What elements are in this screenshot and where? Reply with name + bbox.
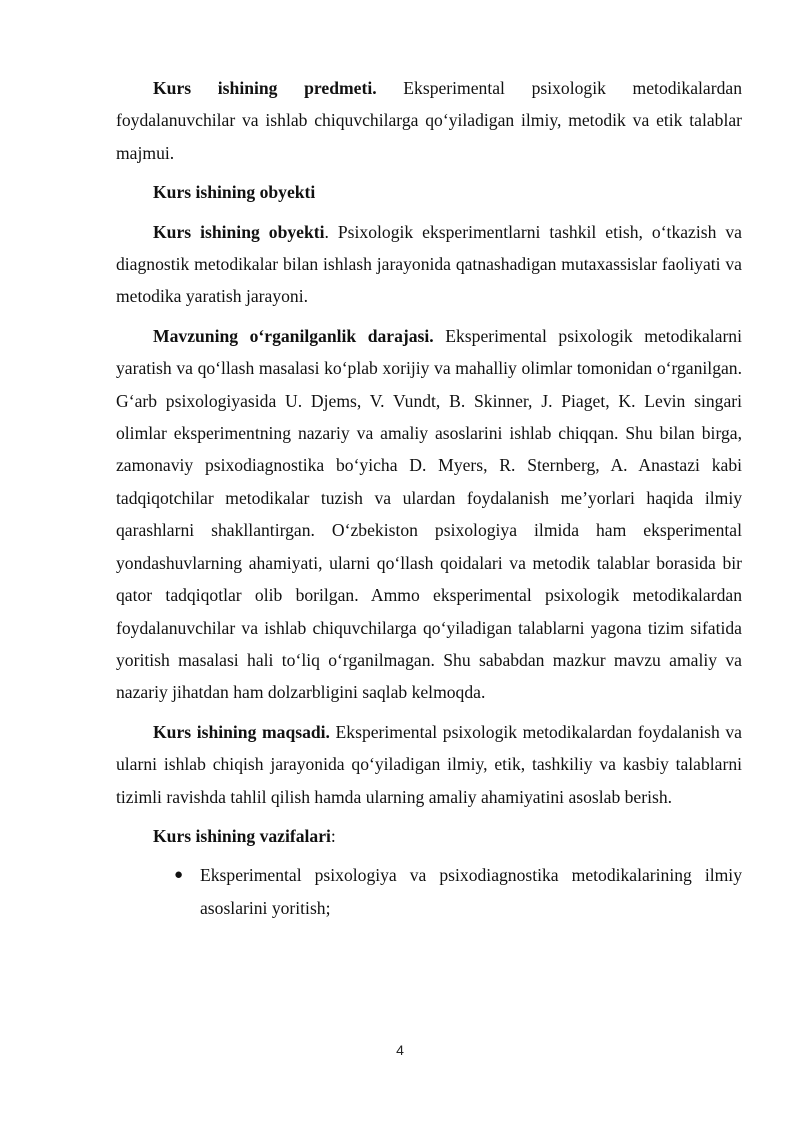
page-number: 4 <box>396 1042 404 1058</box>
bullet-icon: ● <box>174 867 184 884</box>
list-item <box>116 859 742 924</box>
goal-title: Kurs ishining maqsadi. <box>153 721 330 742</box>
object-text: . Psixologik eksperimentlarni tashkil etish, o‘tkazish va diagnostik metodikalar bilan ishlash jarayonida qatnashadigan mutaxassislar faoliyati va metodika yaratish jarayoni. <box>116 221 742 307</box>
object-heading: Kurs ishining obyekti <box>153 182 316 203</box>
subject-paragraph <box>116 72 742 169</box>
goal-text: Eksperimental psixologik metodikalardan foydalanish va ularni ishlab chiqish jarayonida qo‘yiladigan ilmiy, etik, tashkiliy va kasbiy talablarni tizimli ravishda tahlil qilish hamda ularning amaliy ahamiyatini asoslab berish. <box>116 721 742 807</box>
tasks-title: Kurs ishining vazifalari <box>153 825 331 846</box>
level-of-study-text: Eksperimental psixologik metodikalarni yaratish va qo‘llash masalasi ko‘plab xorijiy va mahalliy olimlar tomonidan o‘rganilgan. G‘arb psixologiyasida U. Djems, V. Vundt, B. Skinner, J. Piaget, K. Levin singari olimlar eksperimentning nazariy va amaliy asoslarini ishlab chiqqan. Shu bilan birga, zamonaviy psixodiagnostika bo‘yicha D. Myers, R. Sternberg, A. Anastazi kabi tadqiqotchilar metodikalar tuzish va ulardan foydalanish me’yorlari haqida ilmiy qarashlarni shakllantirgan. O‘zbekiston psixologiya ilmida ham eksperimental yondashuvlarning ahamiyati, ularni qo‘llash qoidalari va metodik talablar borasida bir qator tadqiqotlar olib borilgan. Ammo eksperimental psixologik metodikalardan foydalanuvchilar va ishlab chiquvchilarga qo‘yiladigan talablarni yagona tizim sifatida yoritish masalasi hali to‘liq o‘rganilmagan. Shu sababdan mazkur mavzu amaliy va nazariy jihatdan ham dolzarbligini saqlab kelmoqda. <box>116 325 742 703</box>
level-of-study-paragraph <box>116 320 742 709</box>
object-paragraph <box>116 216 742 313</box>
object-heading-paragraph <box>116 176 742 208</box>
subject-title: Kurs ishining predmeti. <box>153 78 377 98</box>
level-of-study-title: Mavzuning o‘rganilganlik darajasi. <box>153 325 434 346</box>
goal-paragraph <box>116 716 742 813</box>
tasks-list <box>116 859 742 924</box>
tasks-colon: : <box>330 825 336 846</box>
tasks-heading-paragraph <box>116 820 742 852</box>
page-content <box>116 72 742 924</box>
subject-text: Eksperimental psixologik metodikalardan foydalanuvchilar va ishlab chiquvchilarga qo‘yiladigan ilmiy, metodik va etik talablar majmui. <box>116 78 742 163</box>
task-text: Eksperimental psixologiya va psixodiagnostika metodikalarining ilmiy asoslarini yoritish; <box>200 865 742 918</box>
object-title: Kurs ishining obyekti <box>153 221 325 242</box>
